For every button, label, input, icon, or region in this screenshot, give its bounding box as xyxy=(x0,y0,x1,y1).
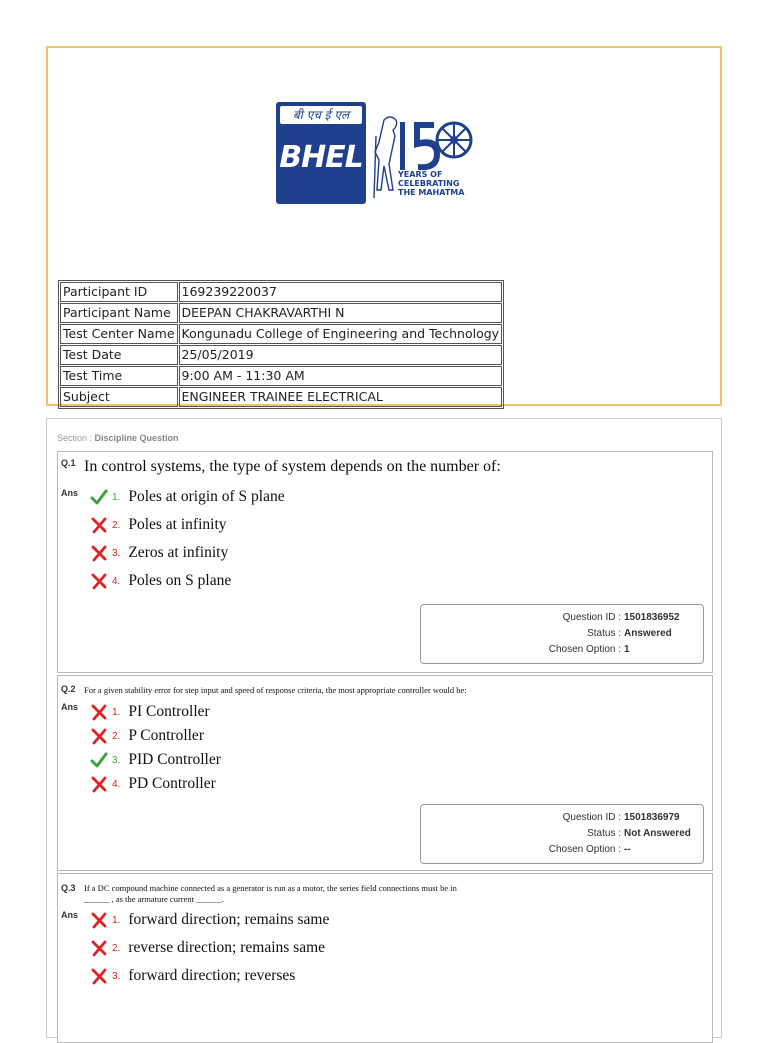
option-text: forward direction; remains same xyxy=(128,911,330,928)
question-number: Q.2 xyxy=(61,684,76,694)
option-text: PD Controller xyxy=(128,775,216,792)
table-row xyxy=(60,345,502,365)
table-row xyxy=(60,366,502,386)
option-text: P Controller xyxy=(128,727,204,744)
question-text: For a given stability error for step input and speed of response criteria, the most appropriate controller would be: xyxy=(84,685,467,695)
chosen-option-value: 1 xyxy=(624,644,630,655)
option-number: 3. xyxy=(112,547,121,559)
status-value: Answered xyxy=(624,628,672,639)
subject-value: ENGINEER TRAINEE ELECTRICAL xyxy=(179,387,503,407)
option-4 xyxy=(90,571,231,591)
question-number: Q.3 xyxy=(61,883,76,893)
option-number: 2. xyxy=(112,942,121,954)
test-time-value: 9:00 AM - 11:30 AM xyxy=(179,366,503,386)
ans-label: Ans xyxy=(61,488,79,498)
cross-icon xyxy=(90,727,108,745)
participant-id-value: 169239220037 xyxy=(179,282,503,302)
question-text-line: ______ , as the armature current ______. xyxy=(84,894,224,904)
table-row xyxy=(60,324,502,344)
option-number: 1. xyxy=(112,706,121,718)
option-2 xyxy=(90,938,325,958)
test-center-value: Kongunadu College of Engineering and Technology xyxy=(179,324,503,344)
question-id-line xyxy=(421,612,680,623)
bhel-logo xyxy=(276,102,476,206)
status-line xyxy=(421,828,691,839)
bhel-logo-box xyxy=(276,102,366,204)
question-id-label: Question ID : xyxy=(562,612,621,623)
test-time-label: Test Time xyxy=(60,366,178,386)
section-label xyxy=(57,433,179,443)
option-1 xyxy=(90,910,329,930)
option-3 xyxy=(90,543,228,563)
question-id-line xyxy=(421,812,680,823)
question-info-box xyxy=(420,804,704,864)
cross-icon xyxy=(90,911,108,929)
option-number: 2. xyxy=(112,730,121,742)
anniversary-text xyxy=(398,170,464,197)
table-row xyxy=(60,303,502,323)
check-icon xyxy=(90,751,108,769)
chosen-option-value: -- xyxy=(624,844,631,855)
question-card-3 xyxy=(57,873,713,1043)
participant-info-table xyxy=(58,280,504,409)
chosen-option-line xyxy=(421,644,630,655)
question-text: In control systems, the type of system depends on the number of: xyxy=(84,458,501,475)
anniversary-line: THE MAHATMA xyxy=(398,188,465,197)
bhel-hindi-text: बी एच ई एल xyxy=(280,106,362,124)
cross-icon xyxy=(90,516,108,534)
subject-label: Subject xyxy=(60,387,178,407)
option-text: reverse direction; remains same xyxy=(128,939,326,956)
option-number: 1. xyxy=(112,491,121,503)
participant-name-label: Participant Name xyxy=(60,303,178,323)
test-date-value: 25/05/2019 xyxy=(179,345,503,365)
option-number: 2. xyxy=(112,519,121,531)
section-name: Discipline Question xyxy=(94,433,179,443)
anniversary-line: YEARS OF xyxy=(398,170,443,179)
status-label: Status : xyxy=(587,628,621,639)
question-id-label: Question ID : xyxy=(562,812,621,823)
cross-icon xyxy=(90,703,108,721)
option-text: Poles on S plane xyxy=(128,572,232,589)
cross-icon xyxy=(90,572,108,590)
cross-icon xyxy=(90,775,108,793)
question-text xyxy=(84,883,684,905)
chosen-option-label: Chosen Option : xyxy=(548,844,621,855)
option-2 xyxy=(90,515,227,535)
option-number: 4. xyxy=(112,778,121,790)
question-card-1 xyxy=(57,451,713,673)
question-card-2 xyxy=(57,675,713,871)
status-value: Not Answered xyxy=(624,828,691,839)
cross-icon xyxy=(90,544,108,562)
questions-panel xyxy=(46,418,722,1038)
cross-icon xyxy=(90,939,108,957)
option-text: Poles at infinity xyxy=(128,516,227,533)
question-number: Q.1 xyxy=(61,458,76,468)
option-3 xyxy=(90,750,221,770)
question-info-box xyxy=(420,604,704,664)
bhel-brand-text: BHEL xyxy=(279,140,363,175)
question-text-line: If a DC compound machine connected as a generator is run as a motor, the series field connections must be in xyxy=(84,883,457,893)
participant-name-value: DEEPAN CHAKRAVARTHI N xyxy=(179,303,503,323)
ans-label: Ans xyxy=(61,702,79,712)
option-3 xyxy=(90,966,295,986)
status-label: Status : xyxy=(587,828,621,839)
option-number: 3. xyxy=(112,970,121,982)
test-center-label: Test Center Name xyxy=(60,324,178,344)
option-text: PID Controller xyxy=(128,751,221,768)
table-row xyxy=(60,282,502,302)
header-card xyxy=(46,46,722,406)
table-row xyxy=(60,387,502,407)
chosen-option-line xyxy=(421,844,631,855)
option-1 xyxy=(90,702,210,722)
option-number: 4. xyxy=(112,575,121,587)
question-id-value: 1501836952 xyxy=(624,612,680,623)
option-text: forward direction; reverses xyxy=(128,967,296,984)
option-4 xyxy=(90,774,216,794)
section-prefix: Section : xyxy=(57,433,95,443)
participant-id-label: Participant ID xyxy=(60,282,178,302)
question-id-value: 1501836979 xyxy=(624,812,680,823)
option-text: Poles at origin of S plane xyxy=(128,488,285,505)
chosen-option-label: Chosen Option : xyxy=(548,644,621,655)
option-text: PI Controller xyxy=(128,703,210,720)
check-icon xyxy=(90,488,108,506)
cross-icon xyxy=(90,967,108,985)
option-2 xyxy=(90,726,204,746)
test-date-label: Test Date xyxy=(60,345,178,365)
option-1 xyxy=(90,487,285,507)
option-number: 3. xyxy=(112,754,121,766)
anniversary-line: CELEBRATING xyxy=(398,179,460,188)
status-line xyxy=(421,628,672,639)
ans-label: Ans xyxy=(61,910,79,920)
option-text: Zeros at infinity xyxy=(128,544,229,561)
option-number: 1. xyxy=(112,914,121,926)
